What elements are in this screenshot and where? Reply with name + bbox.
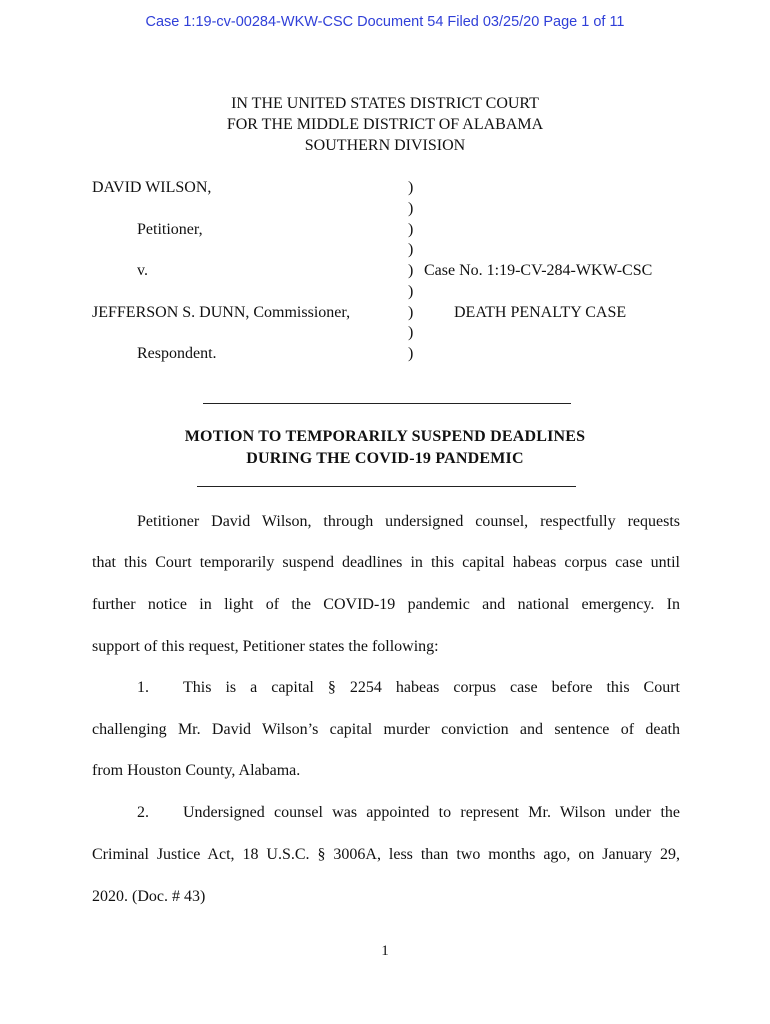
caption-paren: ) bbox=[408, 221, 414, 238]
paragraph-1-line: challenging Mr. David Wilson’s capital murder conviction and sentence of death bbox=[92, 721, 680, 738]
paragraph-2-line: Undersigned counsel was appointed to represent Mr. Wilson under the bbox=[183, 804, 680, 821]
petitioner-role: Petitioner, bbox=[137, 221, 203, 238]
petitioner-name: DAVID WILSON, bbox=[92, 179, 212, 196]
court-heading-line1: IN THE UNITED STATES DISTRICT COURT bbox=[231, 95, 539, 112]
caption-paren: ) bbox=[408, 283, 414, 300]
court-heading-line3: SOUTHERN DIVISION bbox=[304, 137, 466, 154]
paragraph-2-line: Criminal Justice Act, 18 U.S.C. § 3006A, less than two months ago, on January 29, bbox=[92, 846, 680, 863]
paragraph-1-line: from Houston County, Alabama. bbox=[92, 762, 301, 779]
title-rule-bottom bbox=[197, 486, 576, 487]
caption-paren: ) bbox=[408, 304, 414, 321]
intro-line: support of this request, Petitioner states the following: bbox=[92, 638, 439, 655]
caption-paren: ) bbox=[408, 179, 414, 196]
motion-title-line1: MOTION TO TEMPORARILY SUSPEND DEADLINES bbox=[184, 428, 586, 445]
caption-paren: ) bbox=[408, 241, 414, 258]
respondent-name: JEFFERSON S. DUNN, Commissioner, bbox=[92, 304, 351, 321]
case-type-label: DEATH PENALTY CASE bbox=[454, 304, 627, 321]
intro-line: Petitioner David Wilson, through undersigned counsel, respectfully requests bbox=[137, 513, 680, 530]
paragraph-number: 2. bbox=[137, 804, 149, 821]
title-rule-top bbox=[203, 403, 571, 404]
intro-line: further notice in light of the COVID-19 pandemic and national emergency. In bbox=[92, 596, 680, 613]
court-heading-line2: FOR THE MIDDLE DISTRICT OF ALABAMA bbox=[226, 116, 544, 133]
caption-paren: ) bbox=[408, 262, 414, 279]
paragraph-1-line: This is a capital § 2254 habeas corpus case before this Court bbox=[183, 679, 680, 696]
intro-line: that this Court temporarily suspend deadlines in this capital habeas corpus case until bbox=[92, 554, 680, 571]
page-number: 1 bbox=[381, 943, 389, 959]
paragraph-number: 1. bbox=[137, 679, 149, 696]
caption-paren: ) bbox=[408, 324, 414, 341]
ecf-header-stamp: Case 1:19-cv-00284-WKW-CSC Document 54 Filed 03/25/20 Page 1 of 11 bbox=[145, 14, 625, 30]
caption-paren: ) bbox=[408, 345, 414, 362]
respondent-role: Respondent. bbox=[137, 345, 217, 362]
caption-paren: ) bbox=[408, 200, 414, 217]
motion-title-line2: DURING THE COVID-19 PANDEMIC bbox=[246, 450, 524, 467]
versus-label: v. bbox=[137, 262, 148, 279]
paragraph-2-line: 2020. (Doc. # 43) bbox=[92, 888, 206, 905]
case-number: Case No. 1:19-CV-284-WKW-CSC bbox=[424, 262, 653, 279]
